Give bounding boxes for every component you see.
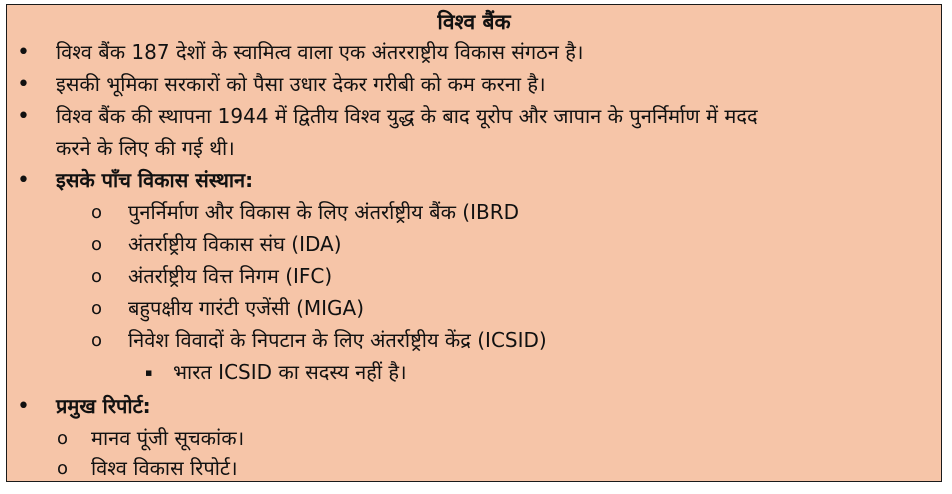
circle-marker: o [91,234,103,255]
bullet-text: इसकी भूमिका सरकारों को पैसा उधार देकर गरीबी को कम करना है। [56,72,546,96]
bullet-marker: • [17,40,30,65]
institution-item-ifc: अंतर्राष्ट्रीय वित्त निगम (IFC) [128,264,333,288]
bullet-marker: • [17,104,30,129]
circle-marker: o [91,266,103,287]
institution-item-ibrd: पुनर्निर्माण और विकास के लिए अंतर्राष्ट्रीय बैंक (IBRD [128,200,520,224]
bullet-text-continuation: करने के लिए की गई थी। [56,136,235,160]
reports-heading: प्रमुख रिपोर्ट: [56,394,151,418]
institution-item-icsid: निवेश विवादों के निपटान के लिए अंतर्राष्ट्रीय केंद्र (ICSID) [128,328,547,352]
institution-item-ida: अंतर्राष्ट्रीय विकास संघ (IDA) [128,232,342,256]
square-marker: ▪ [145,366,153,379]
circle-marker: o [57,458,69,479]
circle-marker: o [91,202,103,223]
report-item-human-capital-index: मानव पूंजी सूचकांक। [91,426,245,450]
bullet-marker: • [17,168,30,193]
icsid-note: भारत ICSID का सदस्य नहीं है। [173,360,407,384]
circle-marker: o [91,330,103,351]
page-title: विश्व बैंक [437,10,511,34]
institution-item-miga: बहुपक्षीय गारंटी एजेंसी (MIGA) [128,296,365,320]
circle-marker: o [57,428,69,449]
bullet-marker: • [17,394,30,419]
circle-marker: o [91,298,103,319]
institutions-heading: इसके पाँच विकास संस्थान: [56,168,254,192]
world-bank-note-box [6,4,942,482]
report-item-world-development-report: विश्व विकास रिपोर्ट। [91,456,238,480]
bullet-marker: • [17,72,30,97]
bullet-text: विश्व बैंक 187 देशों के स्वामित्व वाला एक अंतरराष्ट्रीय विकास संगठन है। [56,40,584,64]
bullet-text: विश्व बैंक की स्थापना 1944 में द्वितीय विश्व युद्ध के बाद यूरोप और जापान के पुनर्निर्माण में मदद [56,104,758,128]
